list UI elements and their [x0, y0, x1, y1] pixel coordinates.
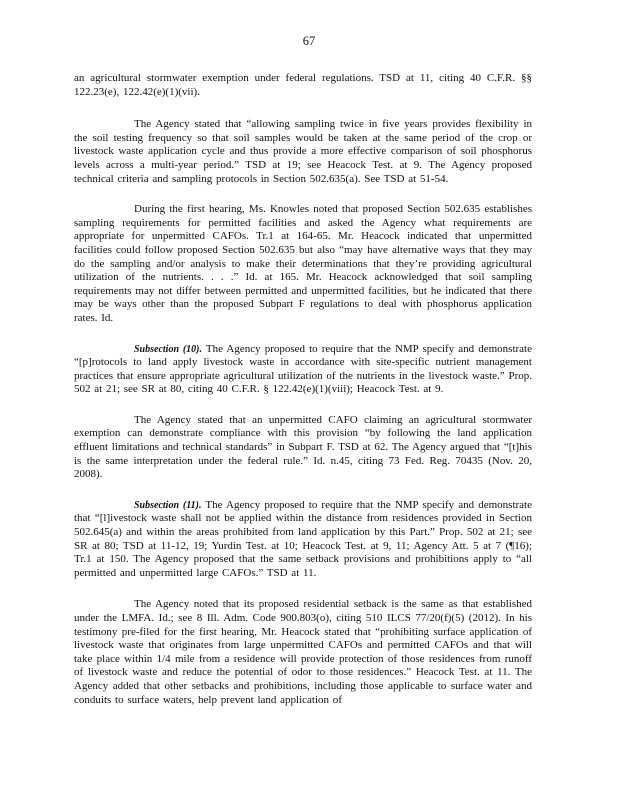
paragraph-3 — [74, 203, 532, 325]
paragraph-1-text: an agricultural stormwater exemption under federal regulations. TSD at 11, citing 40 C.F.R. §§ 122.23(e), 122.42(e)(1)(vii). — [74, 72, 532, 98]
paragraph-7-text: The Agency noted that its proposed residential setback is the same as that established under the LMFA. Id.; see 8 Ill. Adm. Code 900.803(o), citing 510 ILCS 77/20(f)(5) (2012). In his testimony pre-filed for the first hearing, Mr. Heacock stated that “prohibiting surface application of livestock waste that originates from large unpermitted CAFOs and permitted CAFOs and that will take place within 1/4 mile from a residence will provide protection of those residences from runoff of livestock waste and reduce the potential of odor to those residences.” Heacock Test. at 11. The Agency added that other setbacks and prohibitions, including those applicable to surface water and conduits to surface waters, help prevent land application of — [74, 598, 532, 706]
paragraph-6-text: The Agency proposed to require that the NMP specify and demonstrate that “[l]ivestock waste shall not be applied within the distance from residences provided in Section 502.645(a) and within the areas prohibited from land application by this Part.” Prop. 502 at 21; see SR at 80; TSD at 11-12, 19; Yurdin Test. at 10; Heacock Test. at 9, 11; Agency Att. 5 at 7 (¶16); Tr.1 at 150. The Agency proposed that the same setback provisions and prohibitions apply to “all permitted and unpermitted large CAFOs.” TSD at 11. — [74, 498, 532, 579]
subsection-label-11: Subsection (11). — [134, 499, 202, 511]
paragraph-4 — [74, 343, 532, 397]
paragraph-7 — [74, 598, 532, 707]
page-number: 67 — [302, 34, 316, 48]
subsection-label-10: Subsection (10). — [134, 343, 202, 355]
paragraph-2-text: The Agency stated that “allowing sampling twice in five years provides flexibility in the soil testing frequency so that soil samples would be taken at the same period of the crop or livestock waste application cycle and thus provide a more effective comparison of soil phosphorus levels across a multi-year period.” TSD at 19; see Heacock Test. at 9. The Agency proposed technical criteria and sampling protocols in Section 502.635(a). See TSD at 51-54. — [74, 118, 532, 185]
document-body — [74, 72, 532, 707]
paragraph-5 — [74, 414, 532, 482]
paragraph-2 — [74, 118, 532, 186]
paragraph-1 — [74, 72, 532, 99]
paragraph-6 — [74, 499, 532, 581]
paragraph-3-text: During the first hearing, Ms. Knowles noted that proposed Section 502.635 establishes sampling requirements for permitted facilities and asked the Agency what requirements are appropriate for unpermitted CAFOs. Tr.1 at 164-65. Mr. Heacock indicated that unpermitted facilities could follow proposed Section 502.635 but also “may have alternative ways that they may do the sampling and/or analysis to make their determinations that they’re providing agricultural utilization of the nutrients. . . .” Id. at 165. Mr. Heacock acknowledged that soil sampling requirements may not differ between permitted and unpermitted facilities, but he indicated that there may be ways other than the proposed Subpart F regulations to deal with phosphorus application rates. Id. — [74, 203, 532, 324]
paragraph-5-text: The Agency stated that an unpermitted CAFO claiming an agricultural stormwater exemption can demonstrate compliance with this provision “by following the land application effluent limitations and technical standards” in Subpart F. TSD at 62. The Agency argued that “[t]his is the same interpretation under the federal rule.” Id. n.45, citing 73 Fed. Reg. 70435 (Nov. 20, 2008). — [74, 413, 532, 481]
paragraph-4-text: The Agency proposed to require that the NMP specify and demonstrate “[p]rotocols to land apply livestock waste in accordance with site-specific nutrient management practices that ensure appropriate agricultural utilization of the nutrients in the livestock waste.” Prop. 502 at 21; see SR at 80, citing 40 C.F.R. § 122.42(e)(1)(viii); Heacock Test. at 9. — [74, 342, 532, 396]
